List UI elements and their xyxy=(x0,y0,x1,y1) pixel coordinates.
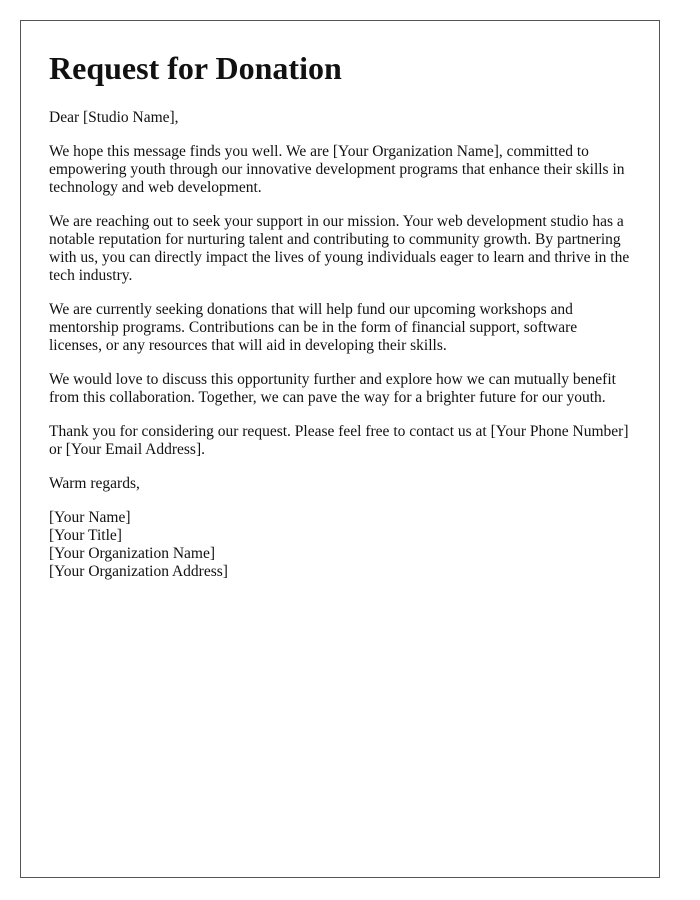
letter-page xyxy=(20,20,660,878)
signature-name: [Your Name] xyxy=(49,509,131,526)
paragraph-support: We are reaching out to seek your support in our mission. Your web development studio has a notable reputation for nurturing talent and contributing to community growth. By partnering with us, you can directly impact the lives of young individuals eager to learn and thrive in the tech industry. xyxy=(49,213,630,284)
paragraph-collaboration: We would love to discuss this opportunity further and explore how we can mutually benefit from this collaboration. Together, we can pave the way for a brighter future for our youth. xyxy=(49,371,616,406)
paragraph-contact: Thank you for considering our request. Please feel free to contact us at [Your Phone Number] or [Your Email Address]. xyxy=(49,423,629,458)
signature-title: [Your Title] xyxy=(49,527,122,544)
letter-title: Request for Donation xyxy=(49,50,342,86)
paragraph-donations: We are currently seeking donations that will help fund our upcoming workshops and mentorship programs. Contributions can be in the form of financial support, software licenses, or any resources that will aid in developing their skills. xyxy=(49,301,578,354)
signature-block xyxy=(49,509,631,581)
signature-address: [Your Organization Address] xyxy=(49,563,228,580)
paragraph-intro: We hope this message finds you well. We are [Your Organization Name], committed to empowering youth through our innovative development programs that enhance their skills in technology and web development. xyxy=(49,143,625,196)
signature-organization: [Your Organization Name] xyxy=(49,545,216,562)
closing: Warm regards, xyxy=(49,475,140,492)
salutation: Dear [Studio Name], xyxy=(49,109,179,126)
